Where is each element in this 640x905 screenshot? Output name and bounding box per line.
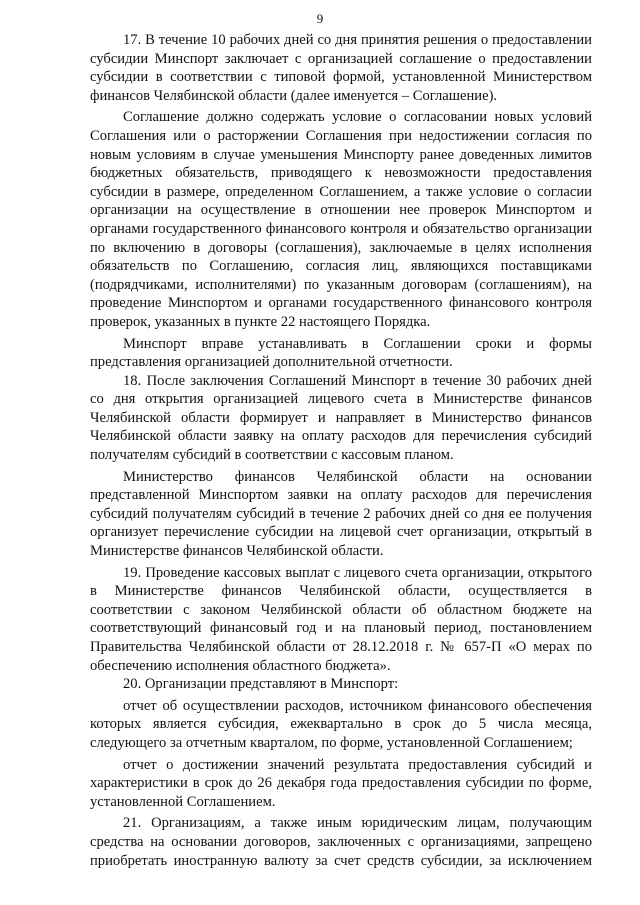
paragraph-18: 18. После заключения Соглашений Минспорт в течение 30 рабочих дней со дня открытия организацией лицевого счета в Министерстве финансов Челябинской области формирует и направляет в Министерство финансов Челябинской области заявку на оплату расходов для перечисления субсидий получателям субсидий в соответствии с кассовым планом. bbox=[90, 372, 592, 464]
paragraph-expense-report: отчет об осуществлении расходов, источником финансового обеспечения которых является субсидия, ежеквартально в срок до 5 числа месяца, следующего за отчетным кварталом, по форме, установленной Соглашением; bbox=[90, 697, 592, 751]
paragraph-agreement-conditions: Соглашение должно содержать условие о согласовании новых условий Соглашения или о расторжении Соглашения при недостижении согласия по новым условиям в случае уменьшения Минспорту ранее доведенных лимитов бюджетных обязательств, приводящего к невозможности предоставления субсидии в размере, определенном Соглашением, а также условие о согласии организации на осуществление в отношении нее проверок Минспортом и органами государственного финансового контроля и обязательство организации по включению в договоры (соглашения), заключаемые в целях исполнения обязательств по Соглашению, согласия лиц, являющихся поставщиками (подрядчиками, исполнителями) по указанным договорам (соглашениям), на проведение Минспортом и органами государственного финансового контроля проверок, указанных в пункте 22 настоящего Порядка. bbox=[90, 109, 592, 330]
paragraph-additional-reporting: Минспорт вправе устанавливать в Соглашении сроки и формы представления организацией дополнительной отчетности. bbox=[90, 335, 592, 371]
paragraph-17: 17. В течение 10 рабочих дней со дня принятия решения о предоставлении субсидии Минспорт заключает с организацией соглашение о предоставлении субсидии в соответствии с типовой формой, установленной Министерством финансов Челябинской области (далее именуется – Соглашение). bbox=[90, 32, 592, 104]
paragraph-20: 20. Организации представляют в Минспорт: bbox=[123, 676, 399, 693]
paragraph-ministry-transfer: Министерство финансов Челябинской области на основании представленной Минспортом заявки на оплату расходов для перечисления субсидий получателям субсидий в течение 2 рабочих дней со дня ее получения организует перечисление субсидии на лицевой счет организации, открытый в Министерстве финансов Челябинской области. bbox=[90, 468, 592, 560]
paragraph-19: 19. Проведение кассовых выплат с лицевого счета организации, открытого в Министерстве финансов Челябинской области, осуществляется в соответствии с законом Челябинской области об областном бюджете на соответствующий финансовый год и на плановый период, постановлением Правительства Челябинской области от 28.12.2018 г. № 657-П «О мерах по обеспечению исполнения областного бюджета». bbox=[90, 564, 592, 674]
page-number: 9 bbox=[316, 11, 324, 26]
paragraph-21: 21. Организациям, а также иным юридическим лицам, получающим средства на основании договоров, заключенных с организациями, запрещено приобретать иностранную валюту за счет средств субсидии, за исключением bbox=[90, 815, 592, 869]
document-body bbox=[90, 31, 592, 870]
paragraph-results-report: отчет о достижении значений результата предоставления субсидий и характеристики в срок до 26 декабря года предоставления субсидии по форме, установленной Соглашением. bbox=[90, 756, 592, 810]
